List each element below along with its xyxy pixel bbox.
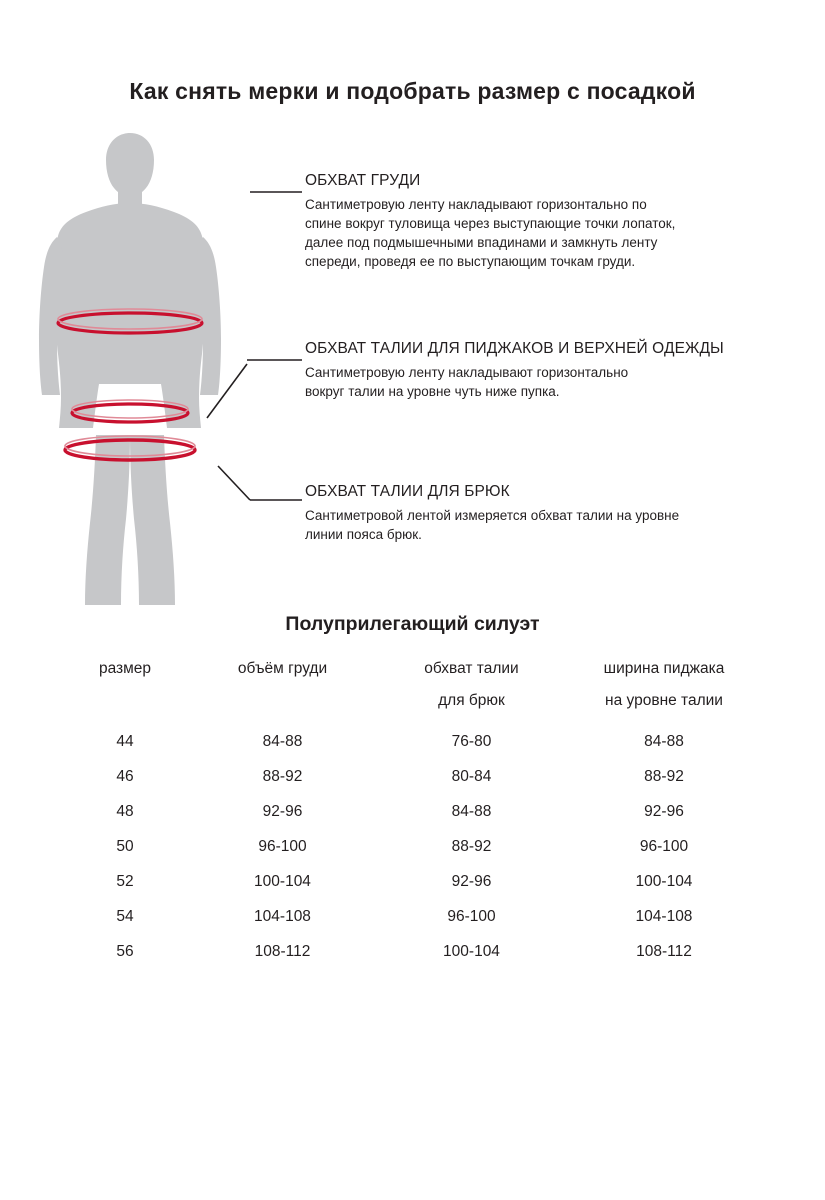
- cell-waist: 80-84: [451, 767, 492, 785]
- size-table-header-row: [62, 660, 762, 724]
- page-title: Как снять мерки и подобрать размер с посадкой: [129, 78, 696, 104]
- cell-size: 56: [116, 942, 134, 960]
- cell-chest: 104-108: [254, 907, 311, 925]
- callout-waist-jacket-body: [305, 363, 724, 401]
- column-header-size-main: размер: [98, 660, 152, 677]
- table-title: Полуприлегающий силуэт: [285, 613, 540, 635]
- column-header-jacket-main: ширина пиджака: [603, 660, 725, 677]
- cell-waist: 84-88: [451, 802, 492, 820]
- cell-jacket: 84-88: [644, 732, 684, 750]
- table-row: [62, 794, 762, 829]
- callout-waist-jacket: [305, 340, 724, 401]
- cell-jacket: 108-112: [636, 942, 692, 960]
- cell-chest: 92-96: [262, 802, 303, 820]
- column-header-chest-main: объём груди: [237, 660, 328, 677]
- cell-waist: 76-80: [451, 732, 492, 750]
- table-row: [62, 759, 762, 794]
- size-table-body: [62, 724, 762, 969]
- cell-size: 52: [116, 872, 134, 890]
- callout-chest-line-2: спине вокруг туловища через выступающие точки лопаток,: [305, 216, 676, 231]
- callout-waist-trousers: [305, 483, 679, 544]
- table-row: [62, 899, 762, 934]
- table-row: [62, 829, 762, 864]
- column-header-jacket: [566, 660, 762, 724]
- cell-size: 54: [116, 907, 134, 925]
- size-table-head: [62, 660, 762, 724]
- cell-chest: 96-100: [258, 837, 307, 855]
- callout-waist-jacket-line-1: Сантиметровую ленту накладывают горизонтально: [305, 365, 629, 380]
- table-row: [62, 724, 762, 759]
- column-header-size: [62, 660, 188, 724]
- column-header-waist-sub: для брюк: [438, 692, 505, 709]
- cell-waist: 92-96: [451, 872, 492, 890]
- cell-size: 50: [116, 837, 134, 855]
- callout-waist-jacket-title: ОБХВАТ ТАЛИИ ДЛЯ ПИДЖАКОВ И ВЕРХНЕЙ ОДЕЖДЫ: [305, 340, 724, 357]
- callout-chest-line-4: спереди, проведя ее по выступающим точкам груди.: [305, 254, 636, 269]
- cell-size: 48: [116, 802, 134, 820]
- cell-jacket: 88-92: [644, 767, 684, 785]
- cell-jacket: 104-108: [635, 907, 693, 925]
- table-row: [62, 934, 762, 969]
- column-header-jacket-sub: на уровне талии: [605, 692, 723, 709]
- table-row: [62, 864, 762, 899]
- cell-chest: 108-112: [254, 942, 311, 960]
- callout-waist-trousers-line-2: линии пояса брюк.: [305, 527, 422, 542]
- callout-chest-line-3: далее под подмышечными впадинами и замкнуть ленту: [305, 235, 658, 250]
- cell-chest: 88-92: [262, 767, 303, 785]
- callout-waist-trousers-body: [305, 506, 679, 544]
- cell-waist: 100-104: [443, 942, 500, 960]
- callout-waist-trousers-line-1: Сантиметровой лентой измеряется обхват талии на уровне: [305, 508, 680, 523]
- callout-chest-line-1: Сантиметровую ленту накладывают горизонтально по: [305, 197, 647, 212]
- callout-chest-body: [305, 195, 675, 271]
- callout-chest-title: ОБХВАТ ГРУДИ: [305, 172, 421, 189]
- size-table: [62, 660, 762, 969]
- column-header-chest: [188, 660, 377, 724]
- cell-waist: 88-92: [451, 837, 492, 855]
- cell-jacket: 92-96: [644, 802, 684, 820]
- column-header-waist-main: обхват талии: [424, 660, 519, 677]
- cell-waist: 96-100: [447, 907, 496, 925]
- cell-jacket: 100-104: [635, 872, 693, 890]
- callout-chest: [305, 172, 675, 271]
- cell-jacket: 96-100: [639, 837, 689, 855]
- column-header-waist: [377, 660, 566, 724]
- callout-waist-trousers-title: ОБХВАТ ТАЛИИ ДЛЯ БРЮК: [305, 483, 510, 500]
- cell-size: 46: [116, 767, 134, 785]
- cell-chest: 84-88: [262, 732, 303, 750]
- cell-chest: 100-104: [254, 872, 311, 890]
- callout-waist-jacket-line-2: вокруг талии на уровне чуть ниже пупка.: [305, 384, 560, 399]
- cell-size: 44: [116, 732, 134, 750]
